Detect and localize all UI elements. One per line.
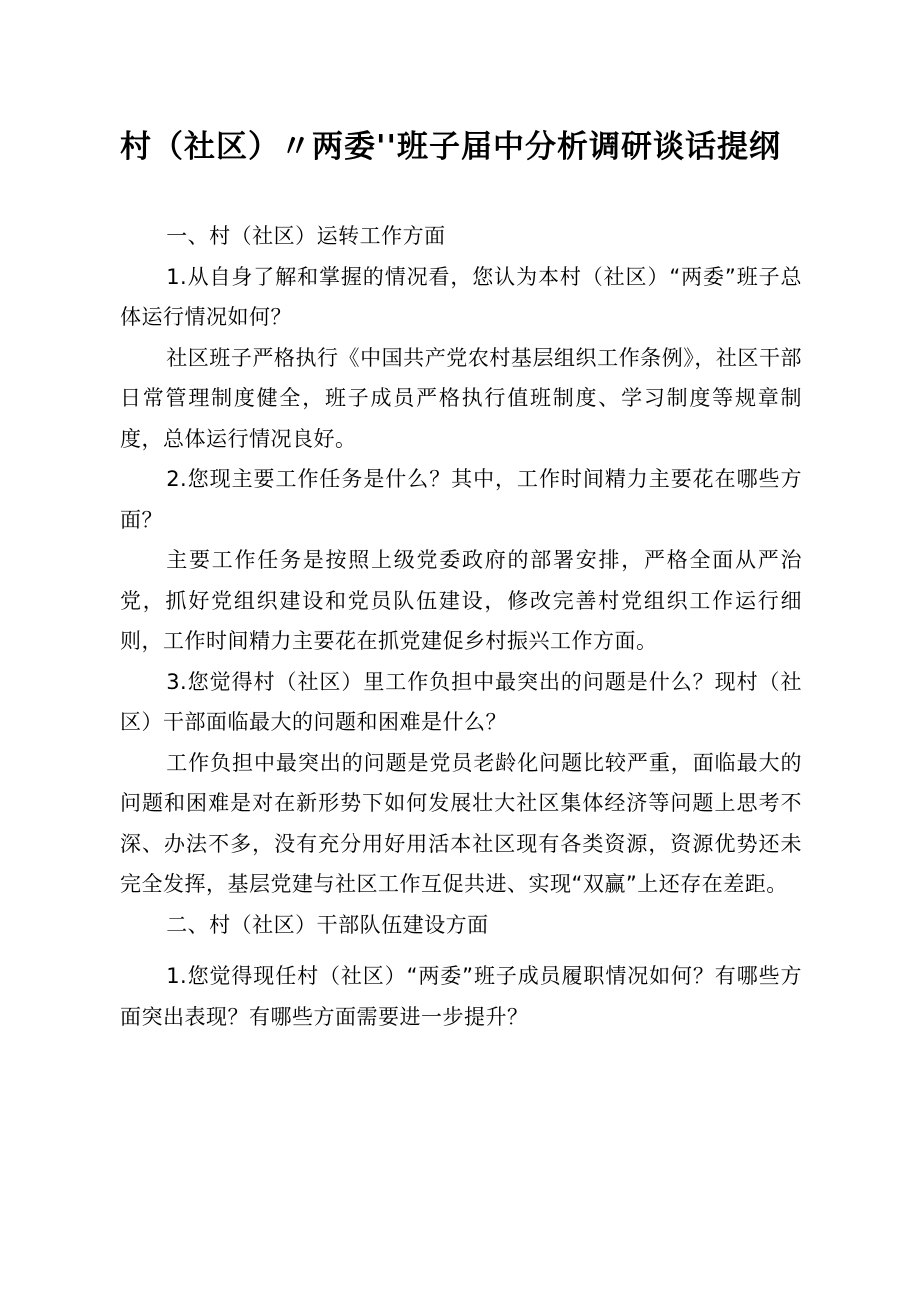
answer-1-3: 工作负担中最突出的问题是党员老龄化问题比较严重，面临最大的问题和困难是对在新形势下如何发展壮大社区集体经济等问题上思考不深、办法不多，没有充分用好用活本社区现有各类资源，资源优势还未完全发挥，基层党建与社区工作互促共进、实现“双赢”上还存在差距。	[120, 750, 802, 896]
document-body	[120, 216, 802, 1037]
question-1-1: 1.从自身了解和掌握的情况看，您认为本村（社区）“两委”班子总体运行情况如何？	[120, 264, 802, 329]
answer-1-1: 社区班子严格执行《中国共产党农村基层组织工作条例》，社区干部日常管理制度健全，班子成员严格执行值班制度、学习制度等规章制度，总体运行情况良好。	[120, 345, 802, 451]
question-2-1: 1.您觉得现任村（社区）“两委”班子成员履职情况如何？有哪些方面突出表现？有哪些方面需要进一步提升？	[120, 964, 802, 1029]
question-1-2: 2.您现主要工作任务是什么？其中，工作时间精力主要花在哪些方面？	[120, 467, 802, 532]
document-title: 村（社区）〃两委''班子届中分析调研谈话提纲	[120, 129, 781, 165]
answer-1-2: 主要工作任务是按照上级党委政府的部署安排，严格全面从严治党，抓好党组织建设和党员队伍建设，修改完善村党组织工作运行细则，工作时间精力主要花在抓党建促乡村振兴工作方面。	[120, 548, 802, 653]
question-1-3: 3.您觉得村（社区）里工作负担中最突出的问题是什么？现村（社区）干部面临最大的问题和困难是什么？	[120, 669, 802, 734]
section-heading-2: 二、村（社区）干部队伍建设方面	[166, 912, 489, 937]
section-heading-1: 一、村（社区）运转工作方面	[166, 224, 446, 248]
